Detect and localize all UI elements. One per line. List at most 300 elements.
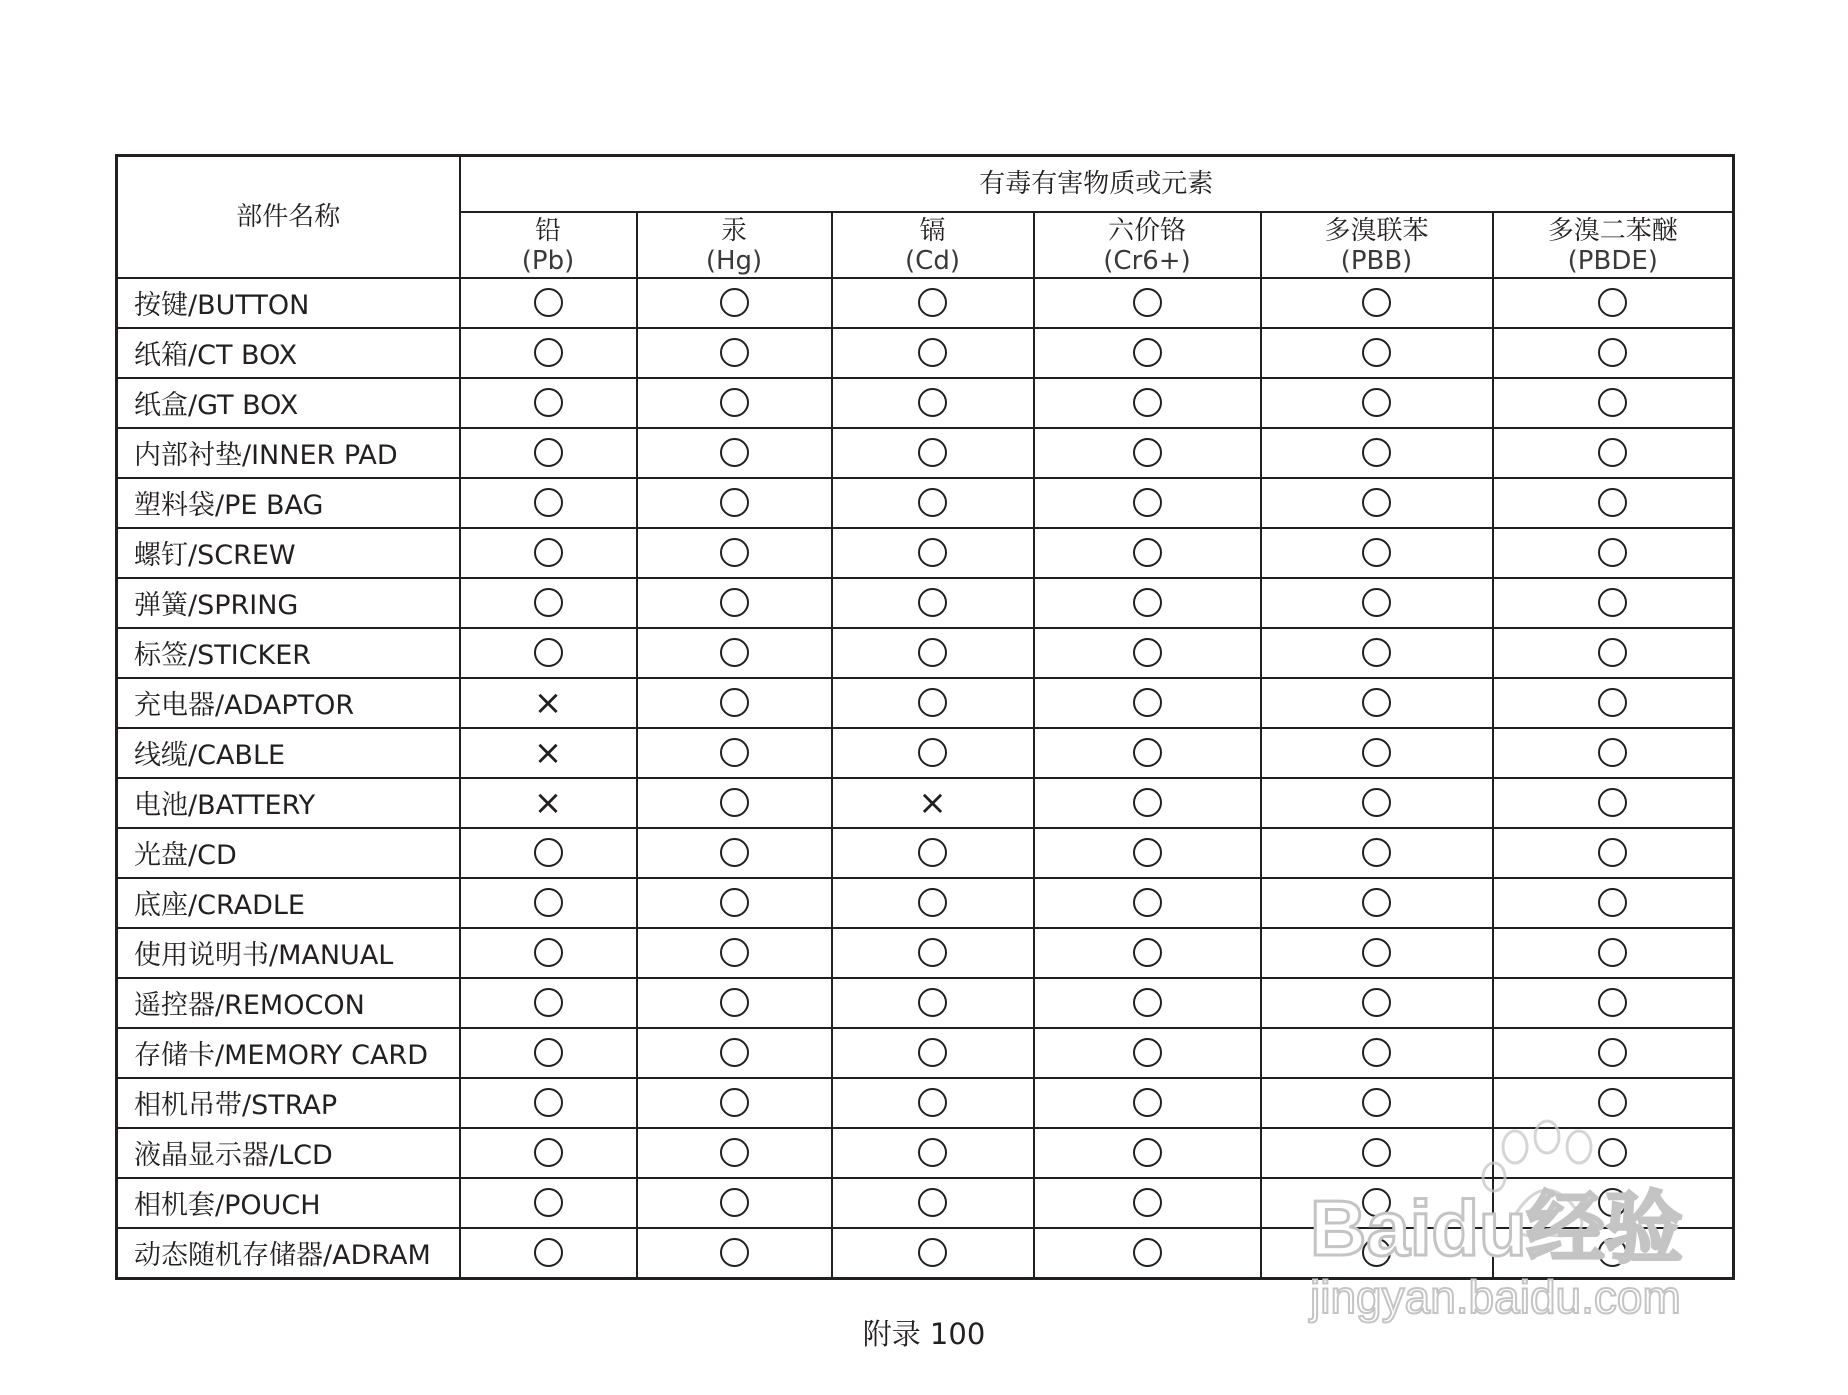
watermark-brand: Baidu经验 [1310, 1184, 1683, 1272]
substance-mark-cell [1493, 928, 1734, 978]
substance-mark-cell [1261, 478, 1493, 528]
circle-mark-icon [1362, 1088, 1391, 1117]
substance-mark-cell [1493, 728, 1734, 778]
substance-symbol: (Cr6+) [1103, 245, 1191, 276]
substance-mark-cell [460, 1128, 637, 1178]
circle-mark-icon [720, 1038, 749, 1067]
substance-mark-cell [460, 828, 637, 878]
substance-mark-cell [460, 728, 637, 778]
circle-mark-icon [534, 938, 563, 967]
circle-mark-icon [1133, 1088, 1162, 1117]
circle-mark-icon [1133, 1188, 1162, 1217]
table-row [117, 1028, 1734, 1078]
circle-mark-icon [720, 488, 749, 517]
part-name: 液晶显示器/LCD [117, 1128, 460, 1178]
table-row [117, 828, 1734, 878]
substance-mark-cell [637, 1078, 832, 1128]
substance-mark-cell [1034, 728, 1261, 778]
table-row [117, 1178, 1734, 1228]
circle-mark-icon [1362, 1188, 1391, 1217]
circle-mark-icon [1133, 638, 1162, 667]
substance-mark-cell [1493, 878, 1734, 928]
substance-header-1 [637, 212, 832, 278]
substance-mark-cell [1034, 928, 1261, 978]
substance-mark-cell [832, 378, 1034, 428]
circle-mark-icon [720, 538, 749, 567]
part-name: 内部衬垫/INNER PAD [117, 428, 460, 478]
substance-mark-cell [460, 1078, 637, 1128]
substance-mark-cell [460, 1178, 637, 1228]
table-row [117, 528, 1734, 578]
circle-mark-icon [720, 1238, 749, 1267]
table-row [117, 978, 1734, 1028]
part-name: 光盘/CD [117, 828, 460, 878]
substance-mark-cell [1261, 1028, 1493, 1078]
circle-mark-icon [720, 738, 749, 767]
circle-mark-icon [918, 638, 947, 667]
circle-mark-icon [720, 888, 749, 917]
substance-header-3 [1034, 212, 1261, 278]
circle-mark-icon [918, 1238, 947, 1267]
circle-mark-icon [1598, 838, 1627, 867]
substance-mark-cell [832, 578, 1034, 628]
part-name: 塑料袋/PE BAG [117, 478, 460, 528]
hazardous-substance-table [115, 154, 1735, 1280]
substance-mark-cell [637, 428, 832, 478]
table-row [117, 1128, 1734, 1178]
table-row [117, 1078, 1734, 1128]
substance-mark-cell [637, 878, 832, 928]
substance-symbol: (PBB) [1340, 245, 1413, 276]
substance-mark-cell [1261, 578, 1493, 628]
circle-mark-icon [534, 1138, 563, 1167]
circle-mark-icon [720, 788, 749, 817]
circle-mark-icon [1598, 738, 1627, 767]
substance-mark-cell [1034, 878, 1261, 928]
substance-mark-cell [460, 528, 637, 578]
part-name: 使用说明书/MANUAL [117, 928, 460, 978]
circle-mark-icon [1362, 638, 1391, 667]
part-name: 底座/CRADLE [117, 878, 460, 928]
circle-mark-icon [720, 838, 749, 867]
substance-mark-cell [460, 328, 637, 378]
circle-mark-icon [1133, 588, 1162, 617]
part-name: 纸箱/CT BOX [117, 328, 460, 378]
circle-mark-icon [918, 538, 947, 567]
circle-mark-icon [720, 1188, 749, 1217]
circle-mark-icon [918, 288, 947, 317]
substance-mark-cell [1493, 578, 1734, 628]
substance-mark-cell [1034, 328, 1261, 378]
circle-mark-icon [534, 338, 563, 367]
table-row [117, 428, 1734, 478]
circle-mark-icon [918, 688, 947, 717]
substance-mark-cell [1261, 978, 1493, 1028]
substance-mark-cell [1493, 978, 1734, 1028]
circle-mark-icon [534, 888, 563, 917]
cross-mark-icon: × [918, 782, 947, 823]
substance-header-0 [460, 212, 637, 278]
substance-mark-cell [1493, 1128, 1734, 1178]
part-name: 弹簧/SPRING [117, 578, 460, 628]
substance-mark-cell [637, 1028, 832, 1078]
circle-mark-icon [1133, 1238, 1162, 1267]
table-row [117, 678, 1734, 728]
substance-mark-cell [637, 778, 832, 828]
substance-symbol: (Cd) [905, 245, 960, 276]
circle-mark-icon [534, 638, 563, 667]
circle-mark-icon [1133, 538, 1162, 567]
substance-mark-cell [637, 1178, 832, 1228]
substance-mark-cell [637, 928, 832, 978]
circle-mark-icon [534, 1238, 563, 1267]
circle-mark-icon [918, 438, 947, 467]
circle-mark-icon [534, 538, 563, 567]
substance-mark-cell [832, 828, 1034, 878]
substance-mark-cell [637, 828, 832, 878]
circle-mark-icon [1133, 938, 1162, 967]
substance-name: 铅 [534, 215, 561, 246]
substance-mark-cell [637, 378, 832, 428]
part-name: 动态随机存储器/ADRAM [117, 1228, 460, 1279]
substance-mark-cell [1034, 1228, 1261, 1279]
substance-mark-cell [460, 628, 637, 678]
circle-mark-icon [1133, 838, 1162, 867]
circle-mark-icon [918, 938, 947, 967]
substance-mark-cell [637, 1228, 832, 1279]
circle-mark-icon [1598, 488, 1627, 517]
table-row [117, 478, 1734, 528]
circle-mark-icon [534, 588, 563, 617]
substance-mark-cell [460, 878, 637, 928]
substance-mark-cell [460, 478, 637, 528]
circle-mark-icon [534, 288, 563, 317]
substance-mark-cell [1493, 1028, 1734, 1078]
table-row [117, 578, 1734, 628]
substance-mark-cell [832, 928, 1034, 978]
circle-mark-icon [1598, 688, 1627, 717]
circle-mark-icon [534, 1038, 563, 1067]
circle-mark-icon [720, 1138, 749, 1167]
cross-mark-icon: × [533, 682, 563, 723]
substance-mark-cell [1034, 978, 1261, 1028]
circle-mark-icon [1362, 338, 1391, 367]
substance-mark-cell [1261, 878, 1493, 928]
substance-mark-cell [1034, 1128, 1261, 1178]
circle-mark-icon [534, 388, 563, 417]
circle-mark-icon [1133, 338, 1162, 367]
part-name: 电池/BATTERY [117, 778, 460, 828]
substance-mark-cell [460, 1028, 637, 1078]
circle-mark-icon [1133, 1038, 1162, 1067]
substance-mark-cell [1034, 278, 1261, 328]
substance-mark-cell [637, 1128, 832, 1178]
substance-mark-cell [832, 1178, 1034, 1228]
substance-mark-cell [637, 978, 832, 1028]
substance-mark-cell [460, 678, 637, 728]
substance-mark-cell [1493, 528, 1734, 578]
circle-mark-icon [1598, 288, 1627, 317]
substance-mark-cell [1261, 628, 1493, 678]
substance-header-4 [1261, 212, 1493, 278]
substance-mark-cell [1034, 578, 1261, 628]
part-name: 纸盒/GT BOX [117, 378, 460, 428]
substance-mark-cell [832, 528, 1034, 578]
substance-mark-cell [1261, 378, 1493, 428]
table-row [117, 278, 1734, 328]
circle-mark-icon [1598, 338, 1627, 367]
circle-mark-icon [1362, 1238, 1391, 1267]
circle-mark-icon [720, 288, 749, 317]
substance-mark-cell [460, 428, 637, 478]
substance-mark-cell [832, 878, 1034, 928]
page-footer: 附录 100 [862, 1317, 986, 1351]
circle-mark-icon [1133, 788, 1162, 817]
circle-mark-icon [1598, 438, 1627, 467]
substance-mark-cell [1493, 378, 1734, 428]
substance-mark-cell [637, 328, 832, 378]
substance-name: 镉 [919, 215, 946, 246]
substance-header-5 [1493, 212, 1734, 278]
circle-mark-icon [918, 988, 947, 1017]
circle-mark-icon [1362, 838, 1391, 867]
circle-mark-icon [534, 838, 563, 867]
substance-mark-cell [1493, 478, 1734, 528]
substance-symbol: (Pb) [521, 245, 575, 276]
cross-mark-icon: × [533, 782, 563, 823]
substance-mark-cell [1034, 478, 1261, 528]
substance-mark-cell [460, 978, 637, 1028]
substance-mark-cell [1034, 528, 1261, 578]
substance-mark-cell [1034, 1028, 1261, 1078]
circle-mark-icon [918, 738, 947, 767]
substance-mark-cell [460, 1228, 637, 1279]
circle-mark-icon [720, 388, 749, 417]
part-name: 标签/STICKER [117, 628, 460, 678]
substance-symbol: (PBDE) [1567, 245, 1658, 276]
substance-mark-cell [460, 778, 637, 828]
substance-mark-cell [637, 678, 832, 728]
circle-mark-icon [1598, 1138, 1627, 1167]
part-name: 充电器/ADAPTOR [117, 678, 460, 728]
circle-mark-icon [1362, 1038, 1391, 1067]
substance-mark-cell [832, 278, 1034, 328]
substance-mark-cell [1261, 1228, 1493, 1279]
substance-mark-cell [1034, 678, 1261, 728]
circle-mark-icon [1133, 488, 1162, 517]
circle-mark-icon [918, 488, 947, 517]
circle-mark-icon [1362, 288, 1391, 317]
circle-mark-icon [720, 338, 749, 367]
substance-mark-cell [832, 1228, 1034, 1279]
substance-mark-cell [1034, 828, 1261, 878]
substance-mark-cell [1261, 828, 1493, 878]
table-body [117, 278, 1734, 1279]
circle-mark-icon [720, 938, 749, 967]
cross-mark-icon: × [533, 732, 563, 773]
circle-mark-icon [1362, 738, 1391, 767]
circle-mark-icon [1133, 888, 1162, 917]
substance-mark-cell [1493, 328, 1734, 378]
circle-mark-icon [534, 438, 563, 467]
substance-mark-cell [1261, 328, 1493, 378]
circle-mark-icon [534, 1188, 563, 1217]
circle-mark-icon [534, 488, 563, 517]
substance-mark-cell [637, 478, 832, 528]
table-row [117, 878, 1734, 928]
substance-group-header: 有毒有害物质或元素 [460, 156, 1734, 212]
substance-mark-cell [1261, 678, 1493, 728]
substance-mark-cell [1261, 428, 1493, 478]
circle-mark-icon [1598, 388, 1627, 417]
substance-mark-cell [460, 928, 637, 978]
substance-mark-cell [832, 1028, 1034, 1078]
substance-mark-cell [637, 278, 832, 328]
circle-mark-icon [720, 988, 749, 1017]
part-name: 相机吊带/STRAP [117, 1078, 460, 1128]
circle-mark-icon [1362, 588, 1391, 617]
table-row [117, 328, 1734, 378]
watermark-url: jingyan.baidu.com [1310, 1271, 1681, 1323]
substance-mark-cell [1493, 278, 1734, 328]
part-name: 按键/BUTTON [117, 278, 460, 328]
part-name: 遥控器/REMOCON [117, 978, 460, 1028]
circle-mark-icon [1362, 1138, 1391, 1167]
substance-mark-cell [460, 278, 637, 328]
header-row-group [117, 156, 1734, 212]
substance-mark-cell [460, 578, 637, 628]
substance-mark-cell [1493, 628, 1734, 678]
part-name: 螺钉/SCREW [117, 528, 460, 578]
substance-mark-cell [1034, 778, 1261, 828]
circle-mark-icon [918, 1088, 947, 1117]
circle-mark-icon [1362, 988, 1391, 1017]
circle-mark-icon [534, 1088, 563, 1117]
circle-mark-icon [1362, 538, 1391, 567]
circle-mark-icon [1362, 488, 1391, 517]
circle-mark-icon [1598, 588, 1627, 617]
circle-mark-icon [1133, 1138, 1162, 1167]
table-row [117, 778, 1734, 828]
substance-mark-cell [637, 628, 832, 678]
substance-mark-cell [832, 1078, 1034, 1128]
circle-mark-icon [1598, 888, 1627, 917]
part-name: 存储卡/MEMORY CARD [117, 1028, 460, 1078]
substance-mark-cell [1261, 1128, 1493, 1178]
substance-mark-cell [1261, 728, 1493, 778]
circle-mark-icon [720, 688, 749, 717]
substance-mark-cell [637, 578, 832, 628]
substance-mark-cell [832, 778, 1034, 828]
substance-header-2 [832, 212, 1034, 278]
table-row [117, 928, 1734, 978]
circle-mark-icon [1362, 438, 1391, 467]
substance-mark-cell [1261, 928, 1493, 978]
table-row [117, 628, 1734, 678]
substance-name: 汞 [720, 215, 747, 246]
substance-mark-cell [1493, 428, 1734, 478]
circle-mark-icon [720, 588, 749, 617]
circle-mark-icon [1598, 1188, 1627, 1217]
circle-mark-icon [1362, 938, 1391, 967]
substance-mark-cell [832, 678, 1034, 728]
part-name: 相机套/POUCH [117, 1178, 460, 1228]
circle-mark-icon [918, 1188, 947, 1217]
circle-mark-icon [918, 338, 947, 367]
substance-mark-cell [1034, 1078, 1261, 1128]
substance-mark-cell [1261, 528, 1493, 578]
substance-name: 多溴联苯 [1324, 215, 1429, 246]
circle-mark-icon [1598, 538, 1627, 567]
substance-mark-cell [1493, 1178, 1734, 1228]
substance-mark-cell [1034, 428, 1261, 478]
part-name-header: 部件名称 [117, 156, 460, 278]
substance-mark-cell [637, 728, 832, 778]
substance-name: 多溴二苯醚 [1547, 215, 1678, 246]
circle-mark-icon [918, 1038, 947, 1067]
substance-mark-cell [1034, 378, 1261, 428]
circle-mark-icon [1133, 288, 1162, 317]
circle-mark-icon [1598, 788, 1627, 817]
circle-mark-icon [918, 388, 947, 417]
circle-mark-icon [918, 838, 947, 867]
circle-mark-icon [1362, 688, 1391, 717]
substance-mark-cell [832, 328, 1034, 378]
circle-mark-icon [1362, 888, 1391, 917]
circle-mark-icon [918, 888, 947, 917]
circle-mark-icon [918, 1138, 947, 1167]
circle-mark-icon [720, 438, 749, 467]
circle-mark-icon [1133, 388, 1162, 417]
substance-mark-cell [1034, 628, 1261, 678]
circle-mark-icon [1598, 1038, 1627, 1067]
circle-mark-icon [720, 1088, 749, 1117]
substance-symbol: (Hg) [705, 245, 763, 276]
substance-mark-cell [832, 478, 1034, 528]
circle-mark-icon [720, 638, 749, 667]
substance-mark-cell [1493, 778, 1734, 828]
circle-mark-icon [534, 988, 563, 1017]
table-row [117, 378, 1734, 428]
substance-name: 六价铬 [1107, 215, 1186, 246]
substance-mark-cell [1261, 1078, 1493, 1128]
substance-mark-cell [1261, 778, 1493, 828]
substance-mark-cell [1261, 278, 1493, 328]
substance-mark-cell [637, 528, 832, 578]
substance-mark-cell [1493, 828, 1734, 878]
circle-mark-icon [1362, 788, 1391, 817]
substance-mark-cell [832, 628, 1034, 678]
circle-mark-icon [1598, 1088, 1627, 1117]
substance-mark-cell [832, 978, 1034, 1028]
circle-mark-icon [1598, 988, 1627, 1017]
substance-mark-cell [1034, 1178, 1261, 1228]
circle-mark-icon [1598, 1238, 1627, 1267]
substance-mark-cell [832, 728, 1034, 778]
substance-mark-cell [1493, 678, 1734, 728]
circle-mark-icon [1133, 738, 1162, 767]
circle-mark-icon [1133, 438, 1162, 467]
circle-mark-icon [1598, 638, 1627, 667]
substance-mark-cell [460, 378, 637, 428]
circle-mark-icon [1133, 988, 1162, 1017]
substance-mark-cell [1261, 1178, 1493, 1228]
part-name: 线缆/CABLE [117, 728, 460, 778]
table-row [117, 728, 1734, 778]
substance-mark-cell [1493, 1078, 1734, 1128]
circle-mark-icon [1598, 938, 1627, 967]
circle-mark-icon [1362, 388, 1391, 417]
